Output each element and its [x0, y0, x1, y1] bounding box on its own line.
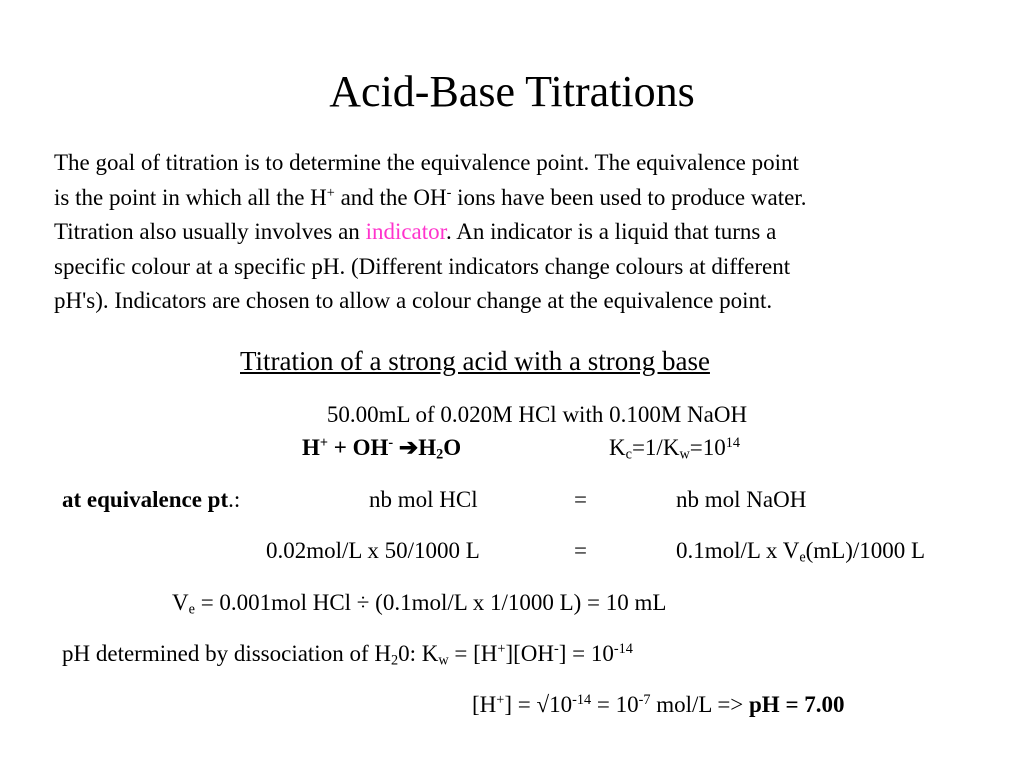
superscript: + — [319, 435, 329, 452]
equation-text: ][OH — [505, 641, 554, 666]
intro-text: and the OH — [334, 184, 447, 210]
superscript: -14 — [572, 692, 592, 709]
superscript: + — [496, 692, 505, 709]
equivalence-right: nb mol NaOH — [676, 487, 807, 512]
subscript: 2 — [390, 652, 399, 669]
equivalence-label-text: at equivalence pt — [62, 487, 229, 512]
subscript: w — [679, 446, 690, 463]
slide-title: Acid-Base Titrations — [329, 67, 695, 116]
calc-right — [676, 536, 925, 566]
intro-line-3 — [54, 215, 1004, 250]
equation-text: 0: K — [398, 641, 439, 666]
equation-text: + OH — [328, 435, 389, 460]
equation-text: V — [172, 590, 189, 615]
indicator-highlight: indicator — [365, 219, 447, 244]
subscript: e — [188, 601, 195, 618]
section-subtitle: Titration of a strong acid with a strong base — [240, 346, 710, 376]
equation-text: O — [443, 435, 462, 460]
subscript: w — [438, 652, 449, 669]
equation-text: [H — [472, 692, 497, 717]
superscript: + — [326, 184, 335, 201]
superscript: -7 — [638, 692, 651, 709]
intro-text: Titration also usually involves an — [54, 219, 366, 244]
equivalence-label — [62, 485, 240, 515]
ph-dissociation-line — [62, 639, 633, 669]
subscript: 2 — [436, 446, 444, 463]
equation-text: = 0.001mol HCl ÷ (0.1mol/L x 1/1000 L) = 10 mL — [194, 590, 667, 615]
intro-text: ions have been used to produce water. — [451, 184, 807, 210]
equation-text: pH determined by dissociation of H — [62, 641, 391, 666]
equivalence-left: nb mol HCl — [369, 487, 478, 512]
equation-text: =1/K — [631, 435, 680, 460]
superscript: 14 — [725, 435, 740, 452]
ph-result: pH = 7.00 — [749, 692, 845, 717]
equivalence-label-suffix: .: — [228, 487, 241, 512]
equation-text: = [H — [448, 641, 498, 666]
equilibrium-constant — [609, 433, 740, 463]
equation-text: H — [302, 435, 320, 460]
intro-line-1: The goal of titration is to determine the equivalence point. The equivalence point — [54, 150, 799, 175]
intro-line-2 — [54, 181, 1004, 216]
superscript: - — [446, 184, 452, 201]
equation-text: =10 — [689, 435, 726, 460]
equation-text: H — [418, 435, 437, 460]
intro-line-5: pH's). Indicators are chosen to allow a colour change at the equivalence point. — [54, 288, 773, 313]
equation-text: (mL)/1000 L — [805, 538, 926, 563]
superscript: + — [497, 641, 506, 658]
setup-line: 50.00mL of 0.020M HCl with 0.100M NaOH — [326, 402, 748, 427]
subscript: e — [799, 549, 806, 566]
intro-line-4: specific colour at a specific pH. (Different indicators change colours at different — [54, 253, 791, 279]
intro-text: . An indicator is a liquid that turns a — [446, 219, 777, 244]
equation-text: 0.1mol/L x V — [676, 538, 800, 563]
calc-left: 0.02mol/L x 50/1000 L — [266, 538, 480, 563]
superscript: - — [388, 435, 394, 452]
reaction-equation — [302, 433, 461, 463]
intro-text: is the point in which all the H — [54, 184, 327, 210]
calc-equals: = — [574, 538, 587, 563]
superscript: - — [553, 641, 559, 658]
equation-text: ] = 10 — [558, 641, 614, 666]
equation-text: mol/L => — [650, 692, 750, 717]
intro-paragraph — [54, 146, 1004, 319]
equivalence-equals: = — [574, 487, 587, 512]
subscript: c — [625, 446, 632, 463]
arrow-icon: ➔ — [393, 435, 419, 460]
equation-text: = 10 — [591, 692, 639, 717]
equation-text: K — [609, 435, 626, 460]
superscript: -14 — [613, 641, 633, 658]
final-ph-line — [472, 690, 845, 720]
equation-text: ] = √10 — [504, 692, 573, 717]
ve-equation — [172, 588, 666, 618]
